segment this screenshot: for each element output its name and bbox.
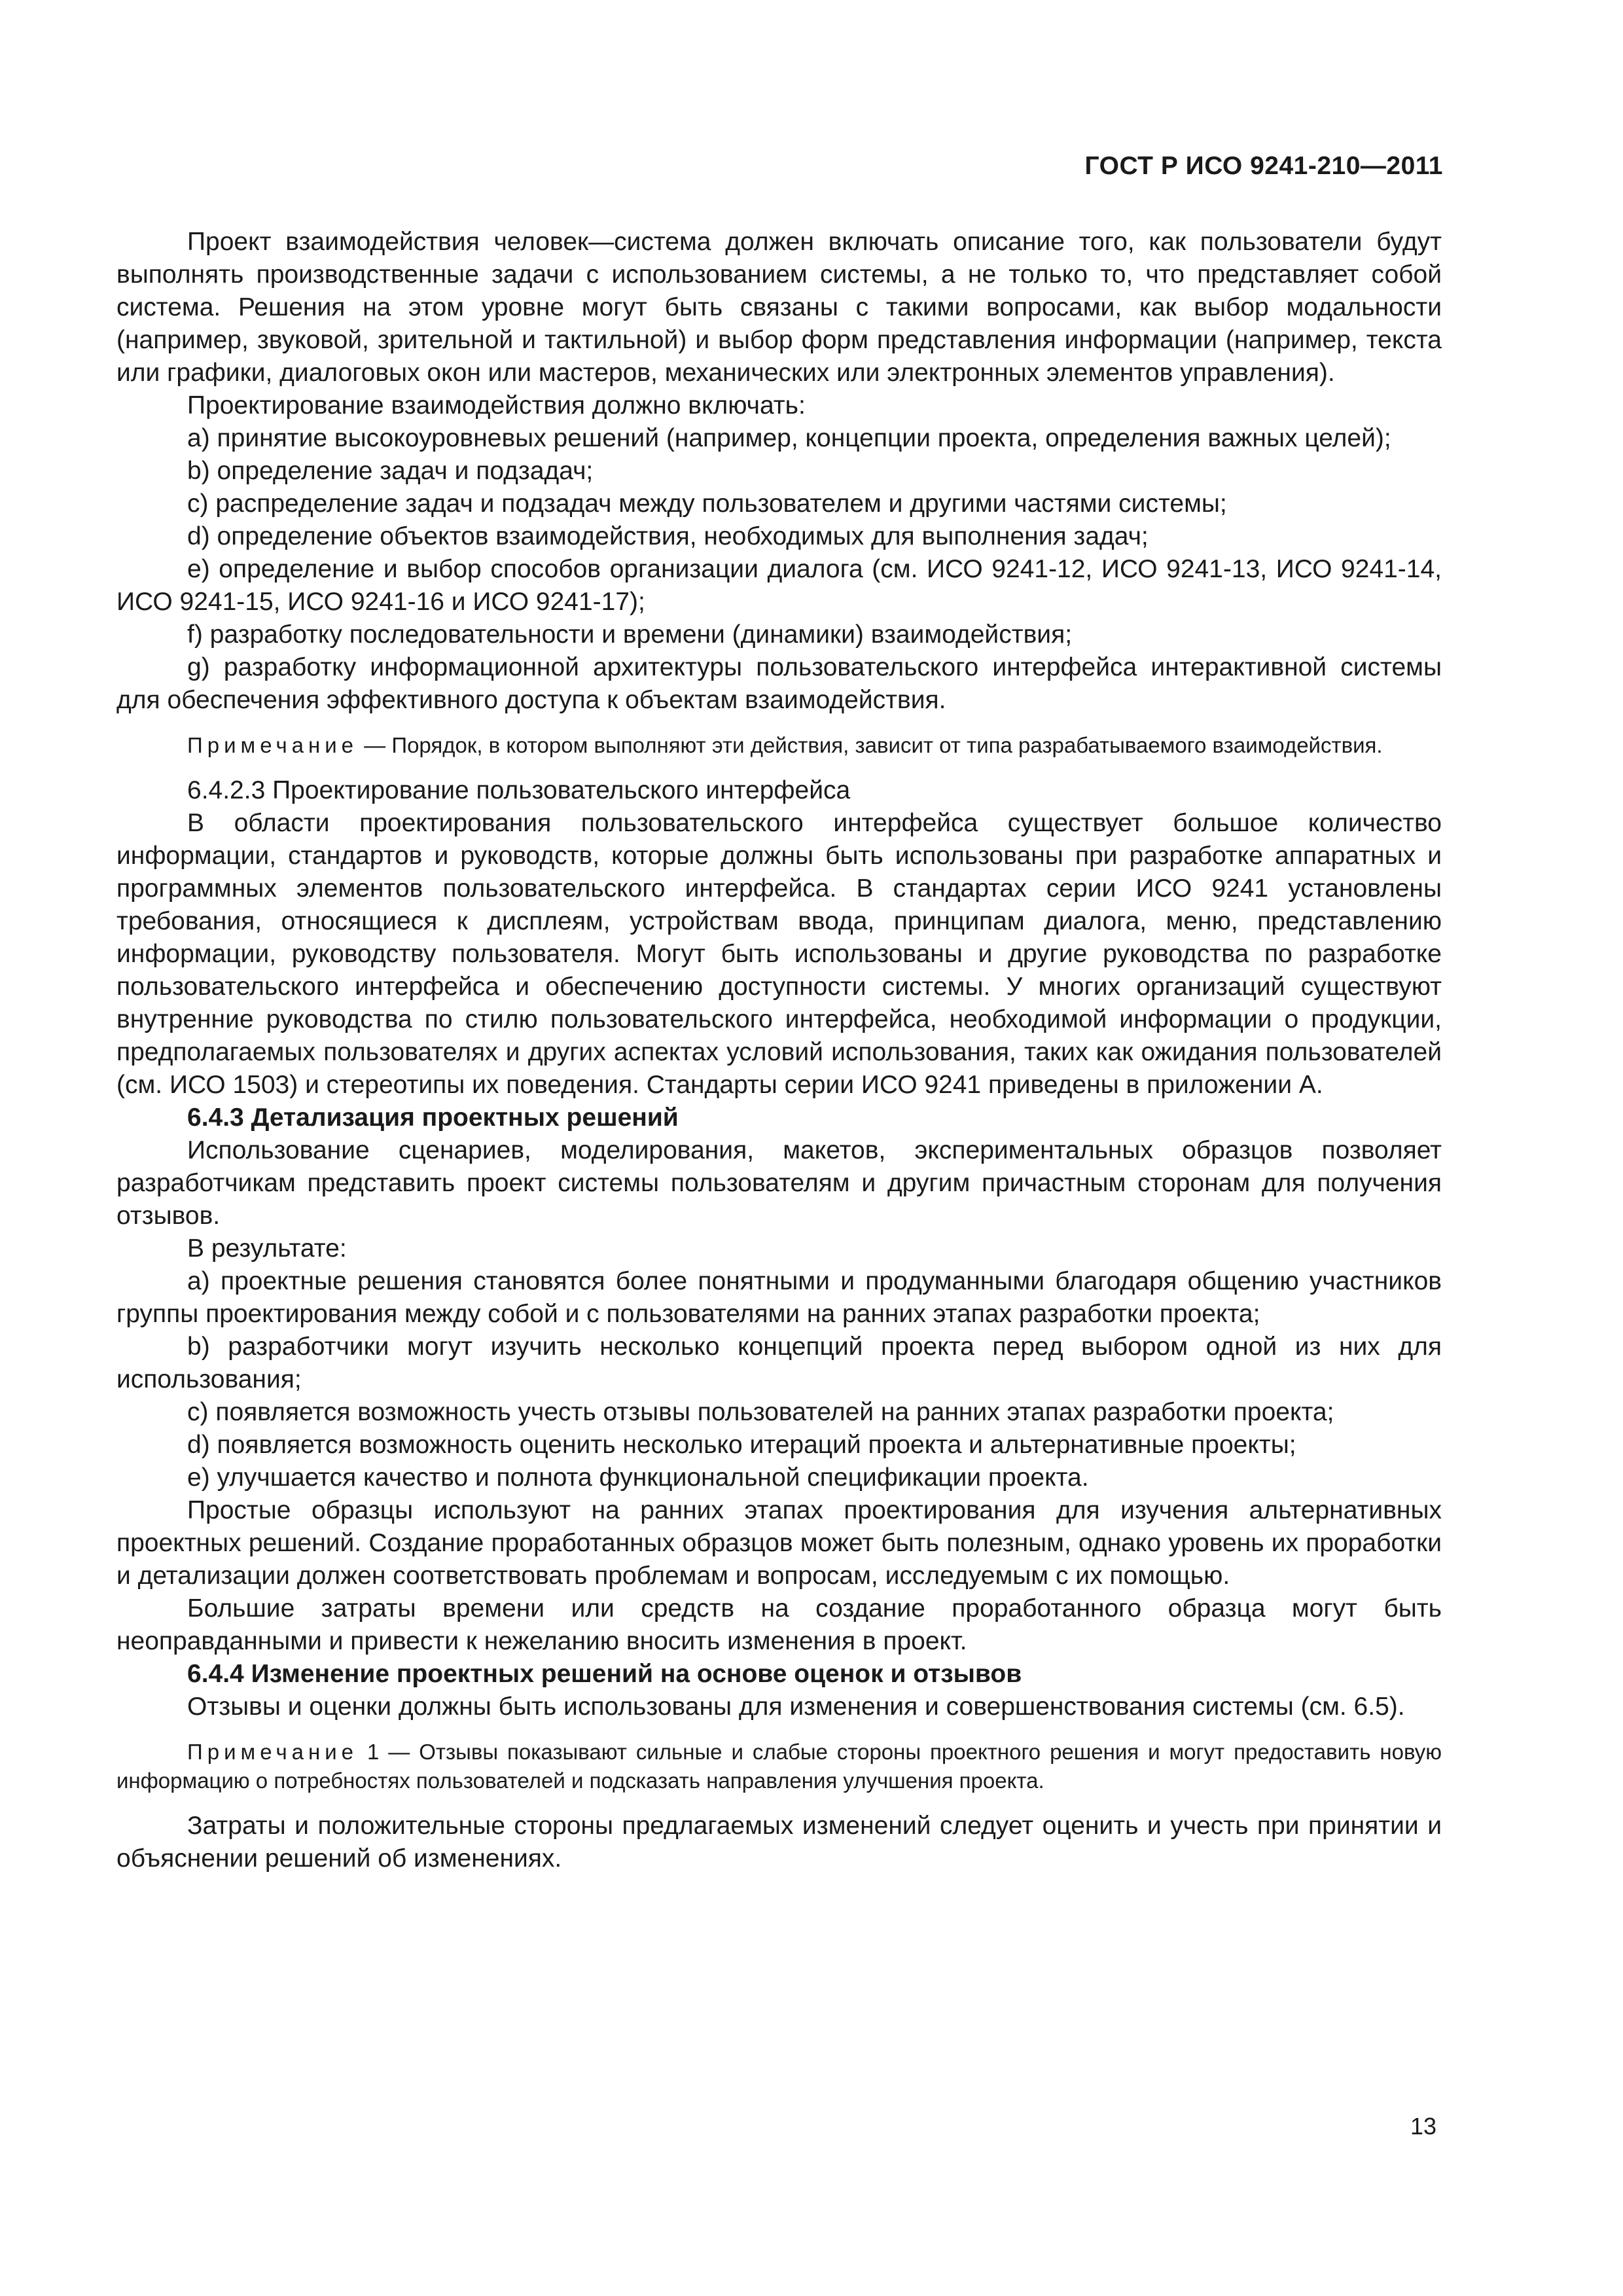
paragraph: f) разработку последовательности и времени (динамики) взаимодействия; [187, 620, 1073, 649]
paragraph: a) принятие высокоуровневых решений (например, концепции проекта, определения важных целей); [187, 424, 1391, 452]
paragraph: Проектирование взаимодействия должно включать: [187, 391, 806, 420]
paragraph: d) определение объектов взаимодействия, необходимых для выполнения задач; [187, 522, 1149, 550]
paragraph: b) разработчики могут изучить несколько концепций проекта перед выбором одной из них для использования; [116, 1333, 1442, 1393]
paragraph: Большие затраты времени или средств на создание проработанного образца могут быть неоправданными и привести к нежеланию вносить изменения в проект. [116, 1594, 1442, 1655]
paragraph: Затраты и положительные стороны предлагаемых изменений следует оценить и учесть при принятии и объяснении решений об изменениях. [116, 1812, 1442, 1873]
paragraph: В результате: [187, 1234, 347, 1263]
paragraph: a) проектные решения становятся более понятными и продуманными благодаря общению участников группы проектирования между собой и с пользователями на ранних этапах разработки проекта; [116, 1267, 1442, 1328]
section-heading: 6.4.3 Детализация проектных решений [187, 1103, 679, 1132]
paragraph: e) определение и выбор способов организации диалога (см. ИСО 9241-12, ИСО 9241-13, ИСО 9241-14, ИСО 9241-15, ИСО 9241-16 и ИСО 9241-17); [116, 555, 1442, 616]
note [116, 731, 1442, 760]
paragraph: c) распределение задач и подзадач между пользователем и другими частями системы; [187, 490, 1227, 518]
note-label: Примечание [187, 733, 359, 757]
paragraph: В области проектирования пользовательского интерфейса существует большое количество информации, стандартов и руководств, которые должны быть использованы при разработке аппаратных и программных элементов пользовательского интерфейса. В стандартах серии ИСО 9241 установлены требования, относящиеся к дисплеям, устройствам ввода, принципам диалога, меню, представлению информации, руководству пользователя. Могут быть использованы и другие руководства по разработке пользовательского интерфейса и обеспечению доступности системы. У многих организаций существуют внутренние руководства по стилю пользовательского интерфейса, необходимой информации о продукции, предполагаемых пользователях и других аспектах условий использования, таких как ожидания пользователей (см. ИСО 1503) и стереотипы их поведения. Стандарты серии ИСО 9241 приведены в приложении А. [116, 809, 1442, 1099]
paragraph: d) появляется возможность оценить несколько итераций проекта и альтернативные проекты; [187, 1431, 1296, 1459]
paragraph: 6.4.2.3 Проектирование пользовательского интерфейса [187, 776, 851, 804]
document-header: ГОСТ Р ИСО 9241-210—2011 [1084, 152, 1443, 180]
paragraph: g) разработку информационной архитектуры пользовательского интерфейса интерактивной системы для обеспечения эффективного доступа к объектам взаимодействия. [116, 653, 1442, 714]
document-body [116, 226, 1442, 1875]
paragraph: Проект взаимодействия человек—система должен включать описание того, как пользователи будут выполнять производственные задачи с использованием системы, а не только то, что представляет собой система. Решения на этом уровне могут быть связаны с такими вопросами, как выбор модальности (например, звуковой, зрительной и тактильной) и выбор форм представления информации (например, текста или графики, диалоговых окон или мастеров, механических или электронных элементов управления). [116, 228, 1442, 387]
paragraph: e) улучшается качество и полнота функциональной спецификации проекта. [187, 1463, 1089, 1492]
paragraph: b) определение задач и подзадач; [187, 457, 594, 485]
paragraph: c) появляется возможность учесть отзывы пользователей на ранних этапах разработки проекта; [187, 1398, 1334, 1426]
note-text: — Порядок, в котором выполняют эти действия, зависит от типа разрабатываемого взаимодействия. [358, 733, 1383, 757]
paragraph: Использование сценариев, моделирования, макетов, экспериментальных образцов позволяет разработчикам представить проект системы пользователям и другим причастным сторонам для получения отзывов. [116, 1136, 1442, 1230]
note-text: 1 — Отзывы показывают сильные и слабые стороны проектного решения и могут предоставить новую информацию о потребностях пользователей и подсказать направления улучшения проекта. [116, 1740, 1442, 1793]
paragraph: Отзывы и оценки должны быть использованы для изменения и совершенствования системы (см. 6.5). [187, 1693, 1405, 1721]
note-label: Примечание [187, 1740, 359, 1764]
page-number: 13 [1410, 2113, 1436, 2140]
paragraph: Простые образцы используют на ранних этапах проектирования для изучения альтернативных проектных решений. Создание проработанных образцов может быть полезным, однако уровень их проработки и детализации должен соответствовать проблемам и вопросам, исследуемым с их помощью. [116, 1496, 1442, 1590]
note [116, 1738, 1442, 1795]
section-heading: 6.4.4 Изменение проектных решений на основе оценок и отзывов [187, 1660, 1022, 1688]
